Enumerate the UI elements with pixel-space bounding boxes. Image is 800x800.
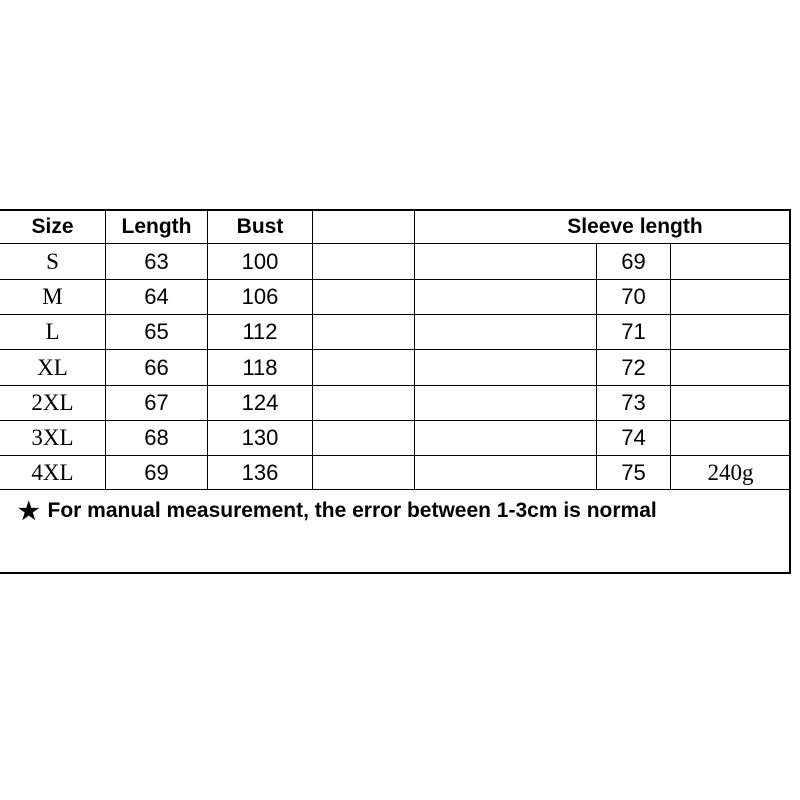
size-cell: M <box>42 284 63 309</box>
header-sleeve-length: Sleeve length <box>567 214 703 238</box>
length-cell: 63 <box>144 248 169 274</box>
extra-cell <box>671 386 790 420</box>
bust-cell: 136 <box>241 459 279 485</box>
sleeve-cell: 75 <box>621 459 646 485</box>
extra-cell <box>671 315 790 349</box>
size-cell: S <box>46 248 59 274</box>
sleeve-cell: 71 <box>621 319 646 344</box>
size-cell: 4XL <box>31 459 74 485</box>
sleeve-cell: 73 <box>621 390 646 415</box>
extra-cell <box>671 280 790 314</box>
size-cell: XL <box>37 354 68 380</box>
bust-cell: 112 <box>242 319 278 344</box>
extra-cell <box>671 244 790 279</box>
bust-cell: 100 <box>241 248 279 274</box>
measurement-note <box>18 496 657 526</box>
length-cell: 64 <box>144 284 169 309</box>
bust-cell: 124 <box>241 390 279 415</box>
extra-cell <box>671 421 790 455</box>
length-cell: 68 <box>144 425 169 450</box>
length-cell: 67 <box>144 390 169 415</box>
sleeve-cell: 70 <box>621 284 646 309</box>
column-divider <box>414 210 415 489</box>
weight-cell: 240g <box>707 459 754 485</box>
size-cell: 3XL <box>31 425 74 450</box>
length-cell: 65 <box>144 319 169 344</box>
size-cell: 2XL <box>31 390 74 415</box>
sleeve-cell: 72 <box>621 354 646 380</box>
header-size: Size <box>31 214 74 238</box>
header-length: Length <box>121 214 192 238</box>
length-cell: 69 <box>144 459 169 485</box>
star-icon: ★ <box>18 497 40 525</box>
header-bust: Bust <box>236 214 284 238</box>
measurement-note-text: For manual measurement, the error between 1-3cm is normal <box>47 499 657 522</box>
bust-cell: 130 <box>241 425 279 450</box>
size-cell: L <box>45 319 60 344</box>
column-divider <box>312 210 313 489</box>
sleeve-cell: 69 <box>621 248 646 274</box>
row-divider <box>0 489 790 490</box>
bust-cell: 118 <box>242 354 278 380</box>
bust-cell: 106 <box>241 284 279 309</box>
length-cell: 66 <box>144 354 169 380</box>
sleeve-cell: 74 <box>621 425 646 450</box>
extra-cell <box>671 350 790 385</box>
